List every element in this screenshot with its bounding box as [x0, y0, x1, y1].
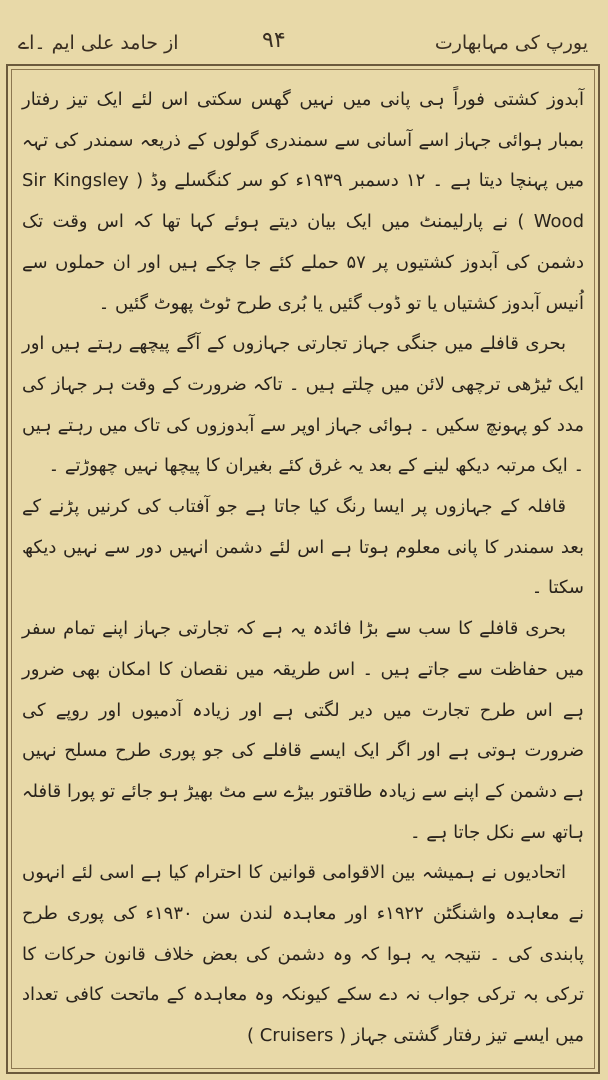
- paragraph: بحری قافلے کا سب سے بڑا فائدہ یہ ہے کہ تجارتی جہاز اپنے تمام سفر میں حفاظت سے جاتے ہیں ۔ اس طریقہ میں نقصان کا امکان بھی ضرور ہے اس طرح تجارت میں دیر لگتی ہے اور زیادہ آدمیوں اور روپے کی ضرورت ہوتی ہے اور اگر ایک ایسے قافلے کی جو پوری طرح مسلح نہیں ہے دشمن کے اپنے سے زیادہ طاقتور بیڑے سے مٹ بھیڑ ہو جائے تو پورا قافلہ ہاتھ سے نکل جاتا ہے ۔: [22, 618, 584, 843]
- page-header: [0, 0, 608, 62]
- page-number: ۹۴: [262, 28, 286, 53]
- paragraph: قافلہ کے جہازوں پر ایسا رنگ کیا جاتا ہے جو آفتاب کی کرنیں پڑنے کے بعد سمندر کا پانی معلوم ہوتا ہے اس لئے دشمن انہیں دور سے نہیں دیکھ سکتا ۔: [22, 496, 584, 599]
- paragraph: بحری قافلے میں جنگی جہاز تجارتی جہازوں کے آگے پیچھے رہتے ہیں اور ایک ٹیڑھی ترچھی لائن میں چلتے ہیں ۔ تاکہ ضرورت کے وقت ہر جہاز کی مدد کو پہونچ سکیں ۔ ہوائی جہاز اوپر سے آبدوزوں کی تاک میں رہتے ہیں ۔ ایک مرتبہ دیکھ لینے کے بعد یہ غرق کئے بغیران کا پیچھا نہیں چھوڑتے ۔: [22, 333, 584, 477]
- paragraph: آبدوز کشتی فوراً ہی پانی میں نہیں گھس سکتی اس لئے ایک تیز رفتار بمبار ہوائی جہاز اسے آسانی سے سمندری گولوں کے ذریعہ سمندر کی تہہ میں پہنچا دیتا ہے ۔ ۱۲ دسمبر ۱۹۳۹ء کو سر کنگسلے وڈ ( Sir Kingsley Wood ) نے پارلیمنٹ میں ایک بیان دیتے ہوئے کہا تھا کہ اس وقت تک دشمن کی آبدوز کشتیوں پر ۵۷ حملے کئے جا چکے ہیں اور ان حملوں سے اُنیس آبدوز کشتیاں یا تو ڈوب گئیں یا بُری طرح ٹوٹ پھوٹ گئیں ۔: [22, 89, 585, 314]
- body-text: [22, 80, 584, 1057]
- running-author: از حامد علی ایم ۔اے: [18, 32, 179, 54]
- paragraph: اتحادیوں نے ہمیشہ بین الاقوامی قوانین کا احترام کیا ہے اسی لئے انہوں نے معاہدہ واشنگٹن ۱۹۲۲ء اور معاہدہ لندن سن ۱۹۳۰ء کی پوری طرح پابندی کی ۔ نتیجہ یہ ہوا کہ وہ دشمن کی بعض خلاف قانون حرکات کا ترکی بہ ترکی جواب نہ دے سکے کیونکہ وہ معاہدہ کے ماتحت کافی تعداد میں ایسے تیز رفتار گشتی جہاز ( Cruisers ): [22, 862, 584, 1047]
- running-title: یورپ کی مہابھارت: [434, 32, 588, 54]
